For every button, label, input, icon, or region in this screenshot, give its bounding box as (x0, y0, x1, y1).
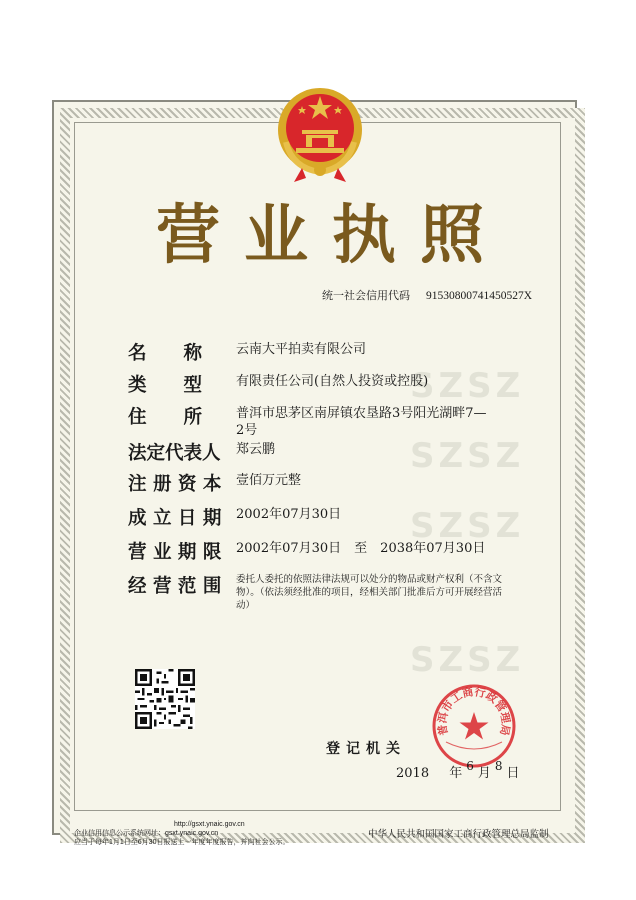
background-watermark: SZSZ (410, 436, 525, 476)
issue-year: 2018 (396, 766, 430, 781)
day-suffix: 日 (506, 766, 520, 781)
issue-date (396, 759, 520, 781)
business-term-label: 营 业 期 限 (128, 542, 222, 563)
type-value: 有限责任公司(自然人投资或控股) (236, 374, 429, 389)
credit-code-row (322, 287, 532, 303)
issue-day: 8 (494, 759, 503, 773)
certificate-title (150, 196, 490, 276)
official-seal-icon (430, 682, 518, 770)
year-suffix: 年 (449, 766, 463, 781)
title-char: 照 (420, 198, 484, 273)
month-suffix: 月 (477, 766, 491, 781)
business-scope-value: 委托人委托的依照法律法规可以处分的物品或财产权利（不含文物）。（依法须经批准的项目，经相关部门批准后方可开展经营活动） (236, 574, 503, 611)
footer-notice (74, 820, 289, 847)
qr-code-icon[interactable] (135, 669, 195, 729)
seal-text: 普洱市工商行政管理局 (435, 685, 513, 737)
footer-supervisor: 中华人民共和国国家工商行政管理总局监制 (368, 829, 549, 840)
legal-representative-label: 法定代表人 (128, 443, 221, 464)
footer-annual-report-notice: 应当于每年1月1日至6月30日报送上一年度年度报告，并向社会公示。 (74, 839, 290, 846)
address-value: 普洱市思茅区南屏镇农垦路3号阳光湖畔7— 2号 (236, 406, 487, 438)
national-emblem-icon (272, 82, 368, 184)
registered-capital-value: 壹佰万元整 (236, 473, 302, 488)
background-watermark: SZSZ (410, 366, 525, 406)
credit-code-label: 统一社会信用代码 (322, 290, 410, 302)
address-label: 住 所 (128, 407, 203, 428)
registration-authority: 登记机关 (326, 741, 406, 757)
business-term-value: 2002年07月30日 至 2038年07月30日 (236, 541, 486, 556)
footer-url[interactable]: http://gsxt.ynaic.gov.cn (174, 821, 245, 828)
business-scope-label: 经 营 范 围 (128, 576, 222, 597)
title-char: 执 (332, 198, 396, 273)
background-watermark: SZSZ (410, 640, 525, 680)
legal-representative-value: 郑云鹏 (236, 442, 276, 457)
credit-code-value: 91530800741450527X (426, 290, 533, 302)
name-label: 名 称 (128, 343, 203, 364)
footer-system-site: 企业信用信息公示系统网址：gsxt.ynaic.gov.cn (74, 830, 219, 837)
registered-capital-label: 注 册 资 本 (128, 474, 222, 495)
establishment-date-label: 成 立 日 期 (128, 508, 222, 529)
background-watermark: SZSZ (410, 506, 525, 546)
type-label: 类 型 (128, 375, 203, 396)
issue-month: 6 (466, 759, 474, 773)
name-value: 云南大平拍卖有限公司 (236, 342, 367, 357)
title-char: 营 (156, 198, 220, 273)
title-char: 业 (244, 198, 308, 273)
establishment-date-value: 2002年07月30日 (236, 507, 342, 522)
